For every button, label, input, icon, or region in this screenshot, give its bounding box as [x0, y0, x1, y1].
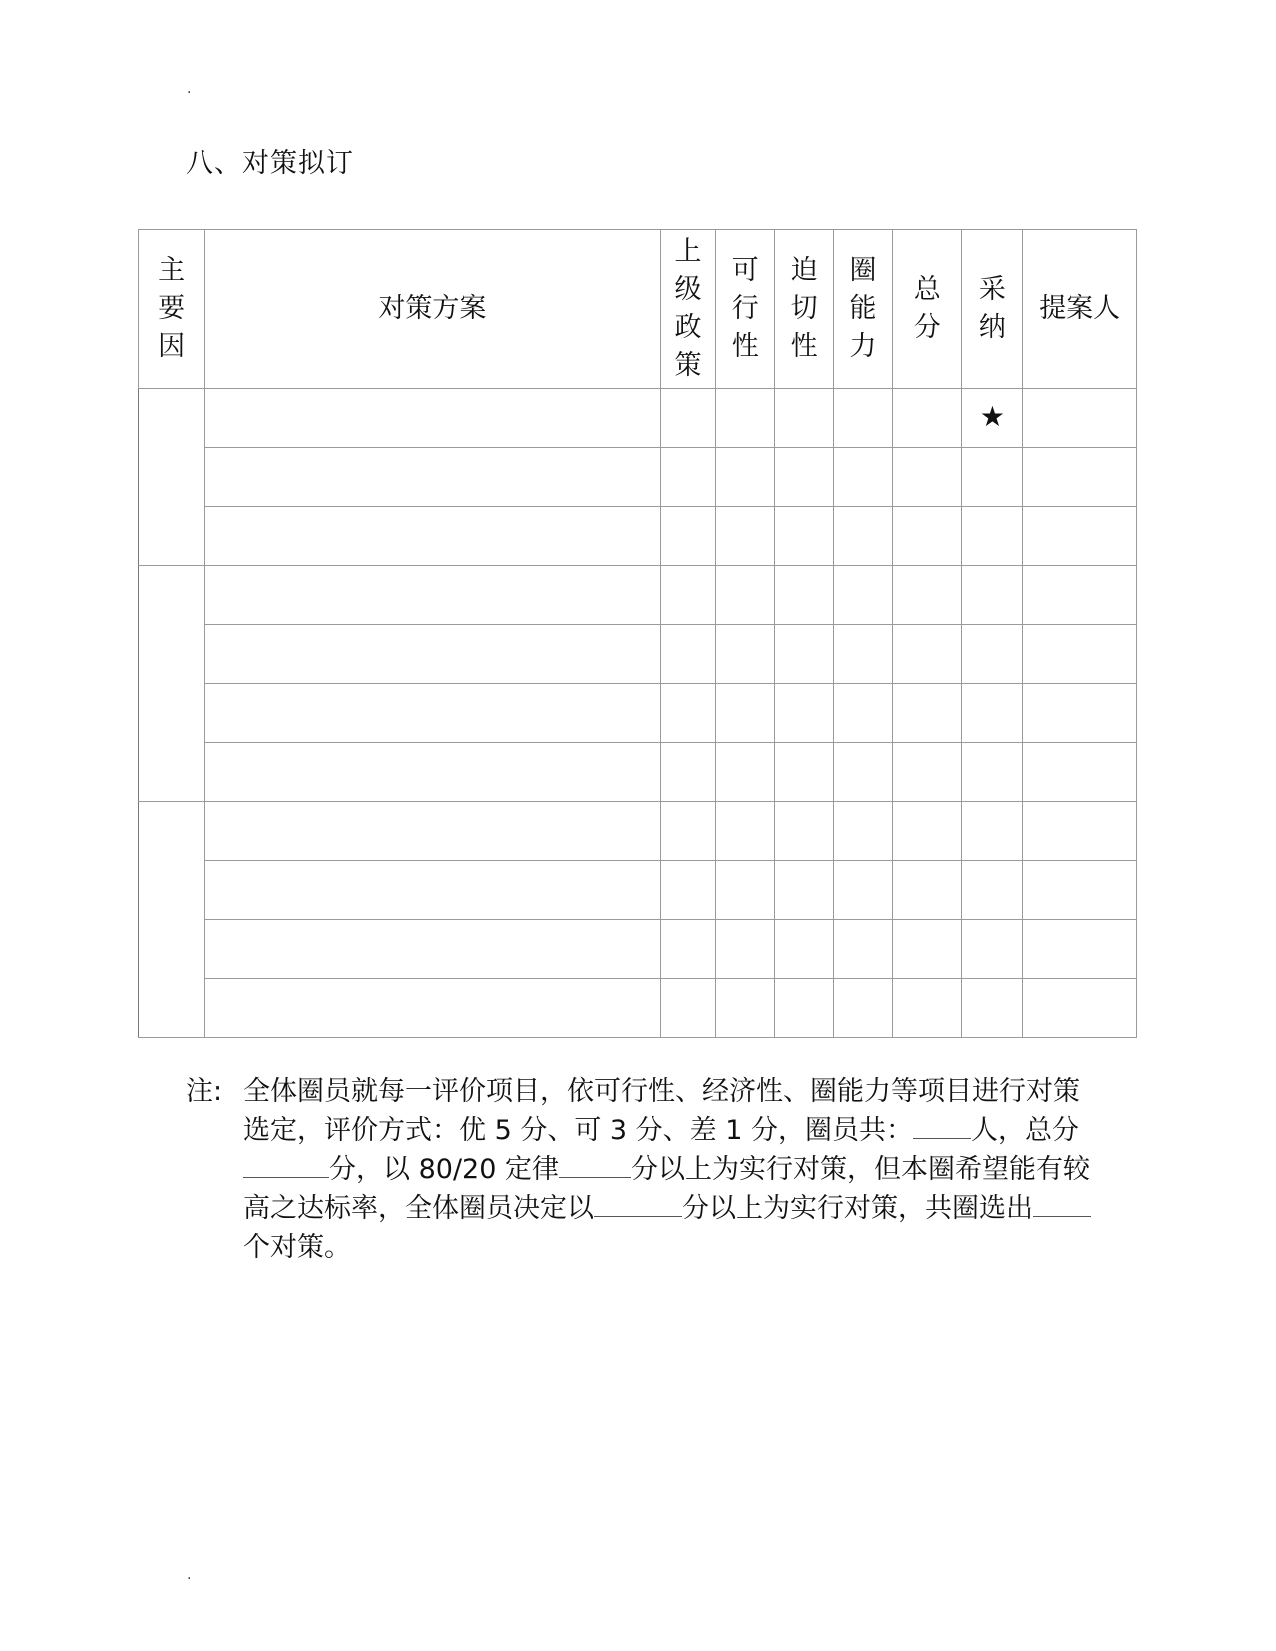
- feasibility-cell[interactable]: [716, 861, 775, 920]
- policy-cell[interactable]: [660, 861, 716, 920]
- feasibility-cell[interactable]: [716, 389, 775, 448]
- total-cell[interactable]: [893, 802, 962, 861]
- cause-cell[interactable]: [139, 802, 205, 1038]
- proposer-cell[interactable]: [1023, 743, 1137, 802]
- header-urgency: 迫切性: [775, 230, 834, 389]
- feasibility-cell[interactable]: [716, 507, 775, 566]
- urgency-cell[interactable]: [775, 448, 834, 507]
- proposer-cell[interactable]: [1023, 979, 1137, 1038]
- proposer-cell[interactable]: [1023, 625, 1137, 684]
- adopt-cell[interactable]: [962, 684, 1023, 743]
- adopt-cell[interactable]: [962, 920, 1023, 979]
- header-adopt: 采纳: [962, 230, 1023, 389]
- note-paragraph: [186, 1072, 1106, 1267]
- policy-cell[interactable]: [660, 684, 716, 743]
- plan-cell[interactable]: [205, 625, 660, 684]
- total-cell[interactable]: [893, 979, 962, 1038]
- capability-cell[interactable]: [834, 743, 893, 802]
- feasibility-cell[interactable]: [716, 979, 775, 1038]
- adopt-cell[interactable]: [962, 979, 1023, 1038]
- urgency-cell[interactable]: [775, 507, 834, 566]
- urgency-cell[interactable]: [775, 743, 834, 802]
- total-cell[interactable]: [893, 920, 962, 979]
- note-text-6: 个对策。: [243, 1232, 351, 1263]
- plan-cell[interactable]: [205, 389, 660, 448]
- plan-cell[interactable]: [205, 684, 660, 743]
- adopt-cell[interactable]: [962, 507, 1023, 566]
- note-text-1: 全体圈员就每一评价项目，依可行性、经济性、圈能力等项目进行对策选定，评价方式：优 5 分、可 3 分、差 1 分，圈员共：: [243, 1076, 1080, 1146]
- capability-cell[interactable]: [834, 920, 893, 979]
- total-cell[interactable]: [893, 743, 962, 802]
- proposer-cell[interactable]: [1023, 566, 1137, 625]
- capability-cell[interactable]: [834, 448, 893, 507]
- table-row: [139, 743, 1137, 802]
- header-proposer: 提案人: [1023, 230, 1137, 389]
- adopt-cell[interactable]: [962, 861, 1023, 920]
- note-body: [243, 1072, 1106, 1267]
- adopt-cell[interactable]: [962, 566, 1023, 625]
- proposer-cell[interactable]: [1023, 507, 1137, 566]
- feasibility-cell[interactable]: [716, 566, 775, 625]
- header-cause: 主要因: [139, 230, 205, 389]
- capability-cell[interactable]: [834, 979, 893, 1038]
- urgency-cell[interactable]: [775, 566, 834, 625]
- policy-cell[interactable]: [660, 920, 716, 979]
- page-mark-top: .: [187, 81, 192, 97]
- feasibility-cell[interactable]: [716, 743, 775, 802]
- proposer-cell[interactable]: [1023, 389, 1137, 448]
- table-row: [139, 507, 1137, 566]
- total-cell[interactable]: [893, 389, 962, 448]
- threshold-score-blank[interactable]: [594, 1190, 682, 1217]
- note-text-4: 分以上为实行对策，但本圈希望能有较高之达标率，全体圈员决定以: [243, 1154, 1090, 1224]
- policy-cell[interactable]: [660, 979, 716, 1038]
- plan-cell[interactable]: [205, 802, 660, 861]
- page-mark-bottom: .: [187, 1567, 192, 1583]
- policy-cell[interactable]: [660, 507, 716, 566]
- urgency-cell[interactable]: [775, 920, 834, 979]
- members-count-blank[interactable]: [913, 1112, 971, 1139]
- plan-cell[interactable]: [205, 920, 660, 979]
- selected-count-blank[interactable]: [1033, 1190, 1091, 1217]
- header-total: 总分: [893, 230, 962, 389]
- feasibility-cell[interactable]: [716, 684, 775, 743]
- table-row: [139, 448, 1137, 507]
- capability-cell[interactable]: [834, 684, 893, 743]
- adopt-cell[interactable]: [962, 448, 1023, 507]
- adopt-cell[interactable]: [962, 625, 1023, 684]
- adopt-star-icon: ★: [979, 400, 1005, 433]
- note-text-3: 分，以 80/20 定律: [329, 1154, 559, 1185]
- table-row: [139, 389, 1137, 448]
- feasibility-cell[interactable]: [716, 802, 775, 861]
- plan-cell[interactable]: [205, 507, 660, 566]
- note-label: 注:: [186, 1076, 223, 1107]
- capability-cell[interactable]: [834, 861, 893, 920]
- policy-cell[interactable]: [660, 566, 716, 625]
- total-cell[interactable]: [893, 566, 962, 625]
- feasibility-cell[interactable]: [716, 625, 775, 684]
- capability-cell[interactable]: [834, 625, 893, 684]
- urgency-cell[interactable]: [775, 979, 834, 1038]
- proposer-cell[interactable]: [1023, 861, 1137, 920]
- total-cell[interactable]: [893, 684, 962, 743]
- capability-cell[interactable]: [834, 389, 893, 448]
- table-row: [139, 802, 1137, 861]
- proposer-cell[interactable]: [1023, 684, 1137, 743]
- table-row: [139, 566, 1137, 625]
- capability-cell[interactable]: [834, 507, 893, 566]
- header-policy: 上级政策: [660, 230, 716, 389]
- cause-cell[interactable]: [139, 389, 205, 566]
- table-row: [139, 625, 1137, 684]
- urgency-cell[interactable]: [775, 802, 834, 861]
- total-cell[interactable]: [893, 625, 962, 684]
- urgency-cell[interactable]: [775, 625, 834, 684]
- header-feasibility: 可行性: [716, 230, 775, 389]
- pareto-score-blank[interactable]: [559, 1151, 631, 1178]
- total-cell[interactable]: [893, 861, 962, 920]
- plan-cell[interactable]: [205, 743, 660, 802]
- feasibility-cell[interactable]: [716, 920, 775, 979]
- total-cell[interactable]: [893, 507, 962, 566]
- policy-cell[interactable]: [660, 743, 716, 802]
- capability-cell[interactable]: [834, 802, 893, 861]
- total-cell[interactable]: [893, 448, 962, 507]
- section-title: 八、对策拟订: [186, 148, 354, 179]
- proposer-cell[interactable]: [1023, 920, 1137, 979]
- plan-cell[interactable]: [205, 448, 660, 507]
- table-row: [139, 979, 1137, 1038]
- policy-cell[interactable]: [660, 448, 716, 507]
- table-row: [139, 920, 1137, 979]
- adopt-cell[interactable]: [962, 389, 1023, 448]
- urgency-cell[interactable]: [775, 684, 834, 743]
- proposer-cell[interactable]: [1023, 448, 1137, 507]
- capability-cell[interactable]: [834, 566, 893, 625]
- policy-cell[interactable]: [660, 802, 716, 861]
- cause-cell[interactable]: [139, 566, 205, 802]
- header-row: [139, 230, 1137, 389]
- plan-cell[interactable]: [205, 861, 660, 920]
- header-plan: 对策方案: [205, 230, 660, 389]
- urgency-cell[interactable]: [775, 861, 834, 920]
- plan-cell[interactable]: [205, 979, 660, 1038]
- header-capability: 圈能力: [834, 230, 893, 389]
- urgency-cell[interactable]: [775, 389, 834, 448]
- note-text-5: 分以上为实行对策，共圈选出: [682, 1193, 1033, 1224]
- proposer-cell[interactable]: [1023, 802, 1137, 861]
- adopt-cell[interactable]: [962, 802, 1023, 861]
- table-row: [139, 684, 1137, 743]
- policy-cell[interactable]: [660, 625, 716, 684]
- adopt-cell[interactable]: [962, 743, 1023, 802]
- table-row: [139, 861, 1137, 920]
- plan-cell[interactable]: [205, 566, 660, 625]
- policy-cell[interactable]: [660, 389, 716, 448]
- countermeasure-table: [138, 229, 1137, 1038]
- total-score-blank[interactable]: [243, 1151, 329, 1178]
- note-text-2: 人，总分: [971, 1115, 1080, 1146]
- feasibility-cell[interactable]: [716, 448, 775, 507]
